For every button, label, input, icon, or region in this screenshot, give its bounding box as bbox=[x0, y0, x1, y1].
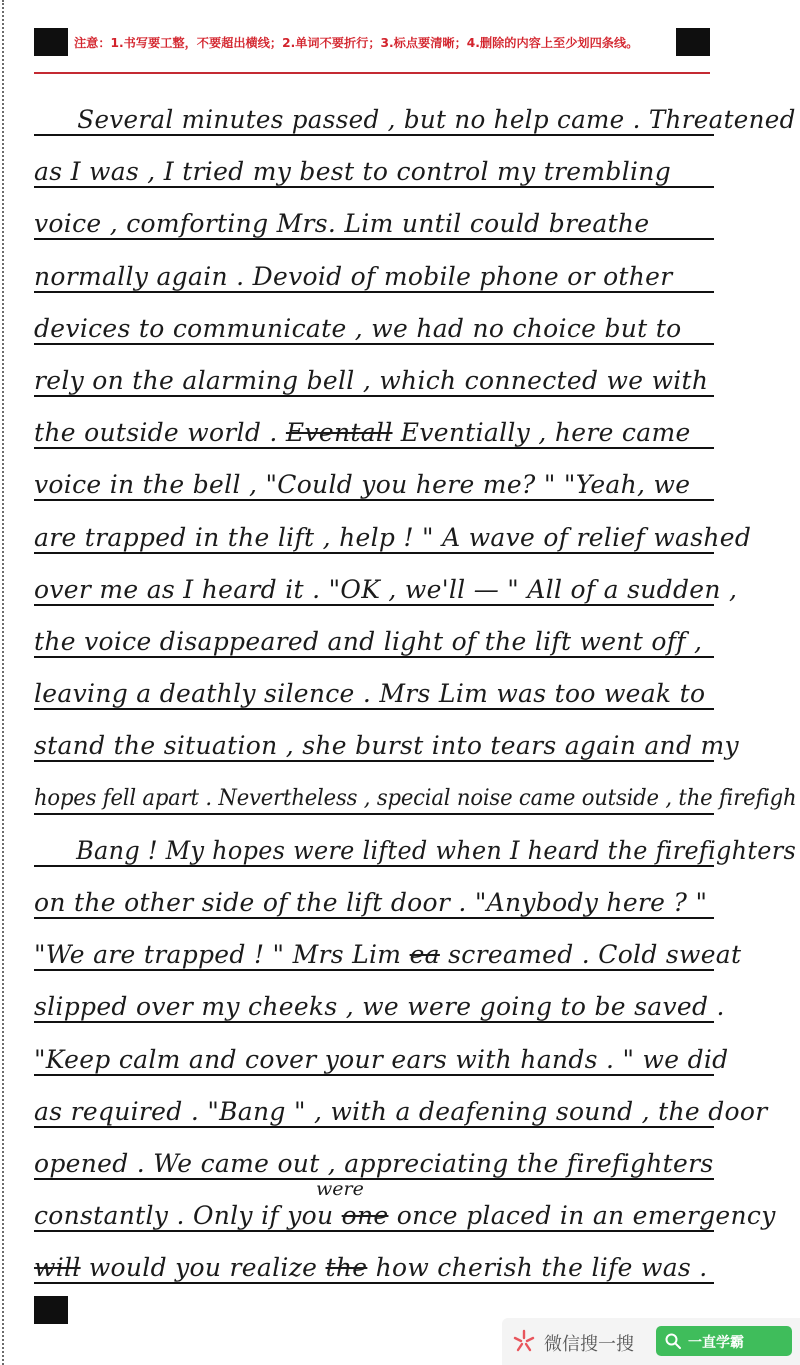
essay-line-text bbox=[34, 1253, 708, 1283]
essay-line-text bbox=[34, 157, 671, 187]
essay-line-text bbox=[34, 731, 739, 761]
essay-line bbox=[34, 397, 714, 449]
essay-line bbox=[34, 606, 714, 658]
handwriting-segment: the voice disappeared and light of the lift went off , bbox=[34, 627, 703, 656]
essay-line bbox=[34, 710, 739, 762]
handwriting-segment: rely on the alarming bell , which connected we with bbox=[34, 366, 709, 395]
essay-line-text bbox=[34, 1149, 714, 1179]
crossed-out-word: will bbox=[34, 1253, 81, 1282]
essay-line bbox=[34, 449, 714, 501]
essay-line bbox=[34, 919, 742, 971]
essay-line bbox=[34, 84, 796, 136]
handwriting-segment: Eventially , here came bbox=[392, 418, 691, 447]
crossed-out-word: one bbox=[341, 1201, 389, 1230]
handwriting-segment: slipped over my cheeks , we were going to be saved . bbox=[34, 992, 725, 1021]
handwriting-segment: on the other side of the lift door . "Anybody here ? " bbox=[34, 888, 708, 917]
handwriting-segment: Several minutes passed , but no help came . Threatened bbox=[77, 105, 796, 134]
watermark-label: 微信搜一搜 bbox=[544, 1334, 634, 1355]
handwriting-segment: as required . "Bang " , with a deafening sound , the door bbox=[34, 1097, 768, 1126]
essay-line bbox=[34, 554, 738, 606]
handwriting-segment: over me as I heard it . "OK , we'll — " All of a sudden , bbox=[34, 575, 738, 604]
handwriting-segment: voice in the bell , "Could you here me? " "Yeah, we bbox=[34, 470, 691, 499]
essay-line-text bbox=[34, 262, 673, 292]
watermark-search-text: 一直学霸 bbox=[688, 1335, 744, 1351]
essay-line bbox=[34, 136, 714, 188]
essay-line-text bbox=[34, 784, 796, 814]
essay-line bbox=[34, 1024, 729, 1076]
writing-instructions: 注意：1.书写要工整，不要超出横线；2.单词不要折行；3.标点要清晰；4.删除的内容上至少划四条线。 bbox=[74, 36, 639, 50]
essay-line bbox=[34, 1128, 714, 1180]
essay-line-text bbox=[34, 888, 707, 918]
handwriting-segment: are trapped in the lift , help ! " A wave of relief washed bbox=[34, 523, 752, 552]
handwriting-segment: leaving a deathly silence . Mrs Lim was too weak to bbox=[34, 679, 706, 708]
essay-line-text bbox=[34, 523, 751, 553]
essay-line bbox=[34, 658, 714, 710]
handwriting-segment: how cherish the life was . bbox=[367, 1253, 708, 1282]
essay-line bbox=[34, 1180, 776, 1232]
essay-line-text bbox=[34, 209, 649, 239]
search-icon bbox=[664, 1332, 682, 1350]
essay-line-text bbox=[34, 314, 681, 344]
wechat-search-watermark[interactable] bbox=[502, 1318, 800, 1365]
essay-line-text bbox=[34, 1097, 768, 1127]
registration-mark-bottom-left bbox=[34, 1296, 68, 1324]
caret-insertion-were: were bbox=[316, 1178, 364, 1200]
essay-line bbox=[34, 293, 714, 345]
crossed-out-word: the bbox=[325, 1253, 368, 1282]
essay-line-text bbox=[34, 679, 705, 709]
handwriting-segment: as I was , I tried my best to control my trembling bbox=[34, 157, 671, 186]
handwriting-segment: normally again . Devoid of mobile phone or other bbox=[34, 262, 673, 291]
handwriting-segment: would you realize bbox=[80, 1253, 326, 1282]
handwriting-segment: constantly . Only if you bbox=[34, 1201, 342, 1230]
handwriting-segment: voice , comforting Mrs. Lim until could breathe bbox=[34, 209, 650, 238]
essay-line-text bbox=[34, 105, 796, 135]
essay-line-text bbox=[34, 836, 796, 866]
essay-line bbox=[34, 763, 797, 815]
essay-line bbox=[34, 1232, 714, 1284]
essay-line-text bbox=[34, 992, 725, 1022]
handwriting-segment: the outside world . bbox=[34, 418, 286, 447]
handwriting-segment: "Keep calm and cover your ears with hands . " we did bbox=[34, 1045, 729, 1074]
crossed-out-word: ea bbox=[409, 940, 440, 969]
handwriting-segment: once placed in an emergency bbox=[388, 1201, 776, 1230]
essay-line bbox=[34, 241, 714, 293]
essay-line-text bbox=[34, 418, 691, 448]
essay-line bbox=[34, 815, 797, 867]
handwriting-segment: screamed . Cold sweat bbox=[439, 940, 742, 969]
essay-line bbox=[34, 345, 714, 397]
essay-line-text bbox=[34, 1045, 728, 1075]
handwriting-segment: "We are trapped ! " Mrs Lim bbox=[34, 940, 410, 969]
handwriting-segment: devices to communicate , we had no choice but to bbox=[34, 314, 682, 343]
handwriting-segment: hopes fell apart . Nevertheless , special noise came outside , the firefigh bbox=[34, 786, 797, 811]
essay-line-text bbox=[34, 366, 708, 396]
crossed-out-word: Eventall bbox=[285, 418, 393, 447]
essay-line-text bbox=[34, 627, 702, 657]
essay-line bbox=[34, 502, 752, 554]
handwriting-segment: opened . We came out , appreciating the firefighters bbox=[34, 1149, 714, 1178]
handwriting-segment: Bang ! My hopes were lifted when I heard the firefighters bbox=[76, 836, 797, 865]
essay-line-text bbox=[34, 1201, 776, 1231]
essay-line bbox=[34, 971, 725, 1023]
essay-line-text bbox=[34, 940, 741, 970]
essay-line bbox=[34, 188, 714, 240]
essay-line-text bbox=[34, 470, 690, 500]
watermark-search-button[interactable] bbox=[656, 1326, 792, 1356]
handwriting-segment: stand the situation , she burst into tears again and my bbox=[34, 731, 739, 760]
essay-line bbox=[34, 1076, 768, 1128]
wechat-search-logo-icon bbox=[512, 1329, 536, 1353]
essay-line-text bbox=[34, 575, 737, 605]
essay-line bbox=[34, 867, 714, 919]
